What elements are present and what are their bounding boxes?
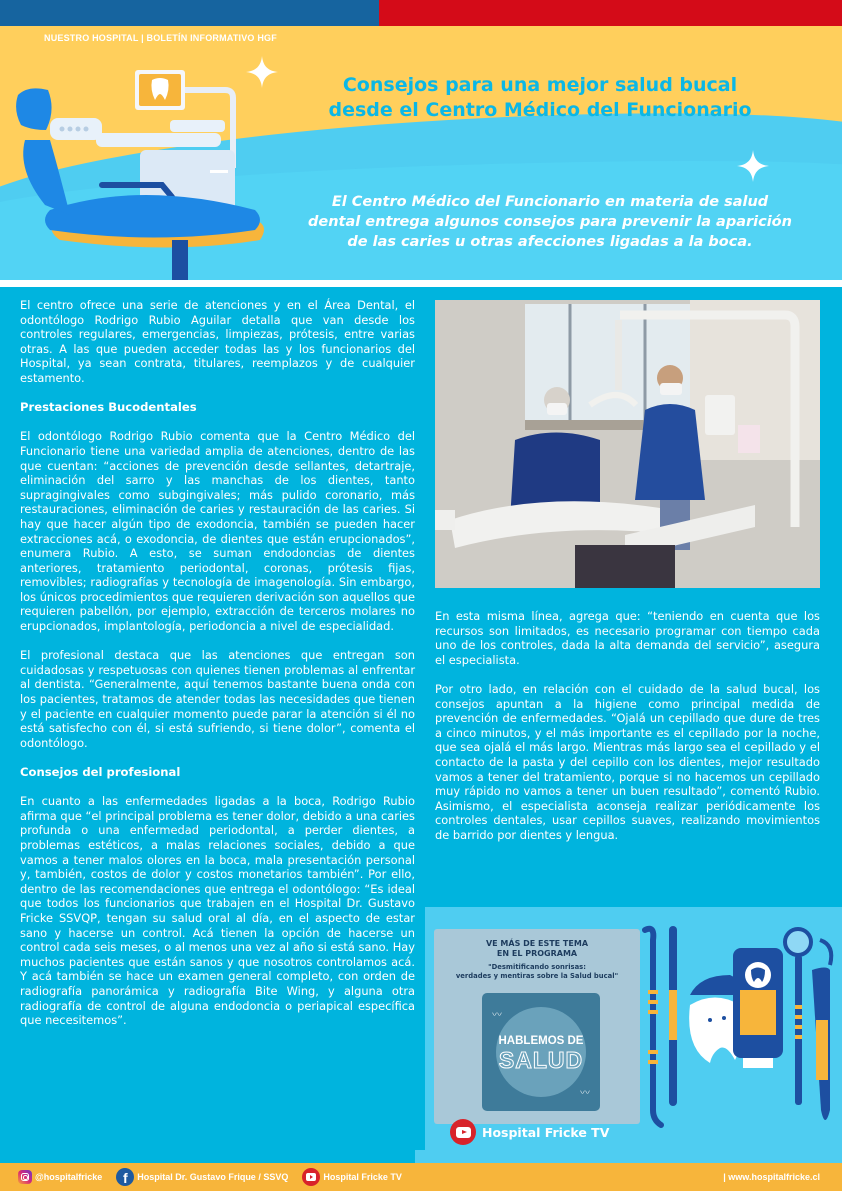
youtube-icon: [302, 1168, 320, 1186]
instagram-icon: [18, 1170, 32, 1184]
sparkle-icon: [737, 150, 769, 182]
program-promo-card[interactable]: [434, 929, 640, 1124]
youtube-channel-name: Hospital Fricke TV: [482, 1124, 610, 1140]
youtube-channel-link[interactable]: [450, 1119, 609, 1145]
dental-chair-icon: [0, 40, 280, 280]
paragraph: En cuanto a las enfermedades ligadas a la boca, Rodrigo Rubio afirma que “el principal problema es tener dolor, debido a una caries profunda o una enfermedad periodontal, a perder dientes, a problemas estéticos, a malas relaciones sociales, debido a que vamos a tener malos olores en la boca, mala presentación personal y, también, costos de dolor y costos monetarios también”. Por ello, dentro de las recomendaciones que entrega el odontólogo: “Es ideal que todos los funcionarios que trabajen en el Hospital Dr. Gustavo Fricke SSVQP, tengan su salud oral al día, en el aspecto de estar sano y hacerse un control. Acá tienen la opción de hacerse un control cada seis meses, o al menos una vez al año si está sano. Hay muchos pacientes que están sanos y que nosotros controlamos acá. Y acá también se hace un examen general completo, con orden de radiografía panorámica y radiografía Bite Wing, y alguna otra radiografía de control de alguna endodoncia o periapical específica que necesitemos”.: [20, 794, 415, 1028]
lead-line-1: El Centro Médico del Funcionario en materia de salud: [331, 194, 769, 210]
program-name-line-2: verdades y mentiras sobre la Salud bucal": [455, 971, 619, 980]
footer-strip: [0, 1150, 842, 1163]
article-lead: [270, 192, 830, 252]
section-heading: Consejos del profesional: [20, 765, 181, 779]
title-line-2: desde el Centro Médico del Funcionario: [328, 99, 752, 121]
right-column: [435, 609, 820, 857]
top-bar-blue: [0, 0, 379, 26]
top-color-bar: [0, 0, 842, 26]
top-bar-red: [379, 0, 842, 26]
footer-strip-left: [0, 1150, 415, 1163]
newsletter-kicker: NUESTRO HOSPITAL | BOLETÍN INFORMATIVO HGF: [44, 33, 277, 43]
instagram-link[interactable]: [18, 1170, 102, 1184]
divider: [0, 280, 842, 287]
facebook-link[interactable]: [116, 1168, 288, 1186]
wave-decoration-icon: 〰: [492, 1010, 502, 1021]
article-photo: [435, 300, 820, 588]
lead-line-2: dental entrega algunos consejos para prevenir la aparición: [308, 214, 792, 230]
program-name-line-1: "Desmitificando sonrisas:: [488, 963, 586, 971]
program-name: [434, 963, 640, 980]
youtube-link[interactable]: [302, 1168, 402, 1186]
paragraph: El centro ofrece una serie de atenciones y en el Área Dental, el odontólogo Rodrigo Rubio Aguilar detalla que van desde los controles regulares, emergencias, limpiezas, prótesis, entre varias otras. A las que pueden acceder todas las y los funcionarios del Hospital, ya sean contrata, titulares, reemplazos y de cualquier estamento.: [20, 298, 415, 385]
dental-tools-icon: [640, 920, 842, 1150]
article-body: [0, 287, 842, 1150]
instagram-handle: @hospitalfricke: [35, 1172, 103, 1182]
promo-heading: [434, 939, 640, 959]
article-title: [270, 73, 810, 123]
facebook-icon: f: [116, 1168, 134, 1186]
left-column: [20, 298, 415, 1042]
paragraph: En esta misma línea, agrega que: “teniendo en cuenta que los recursos son limitados, es necesario programar con tiempo cada uno de los controles, dada la alta demanda del servicio”, asegura el especialista.: [435, 609, 820, 667]
paragraph: El profesional destaca que las atenciones que entregan son cuidadosas y respetuosas con quienes tienen problemas al enfrentar al dentista. “Generalmente, aquí tenemos bastante buena onda con los pacientes, tratamos de atender todas las necesidades que tienen y el paciente en cualquier momento puede parar la atención si él no está satisfecho con él, si está sufriendo, si tiene dolor”, comenta el odontólogo.: [20, 648, 415, 750]
youtube-icon: [450, 1119, 476, 1145]
wave-decoration-icon: 〰: [580, 1088, 590, 1099]
paragraph: El odontólogo Rodrigo Rubio comenta que la Centro Médico del Funcionario tiene una variedad amplia de atenciones, dentro de las que cuentan: “acciones de prevención desde sellantes, detartraje, eliminación del sarro y las manchas de los dientes, tanto supragingivales como subgingivales; más pulido coronario, más restauraciones, eliminación de caries y restauración de las caries. Si hay que hacer algún tipo de exodoncia, también se pueden hacer extracciones acá, o exodoncia, de dientes que están erupcionados”, enumera Rubio. A esto, se suman endodoncias de dientes anteriores, tratamiento periodontal, coronas, prótesis fijas, removibles; radiografías y tecnología de imagenología. Sin embargo, los únicos procedimientos que requieren derivación son aquellos que requieren pabellón, por ejemplo, extracción de terceros molares no erupcionados, implantología, periodoncia a nivel de especialidad.: [20, 429, 415, 634]
youtube-channel: Hospital Fricke TV: [323, 1172, 402, 1182]
section-heading: Prestaciones Bucodentales: [20, 400, 197, 415]
title-line-1: Consejos para una mejor salud bucal: [342, 74, 738, 96]
facebook-page: Hospital Dr. Gustavo Frique / SSVQ: [137, 1172, 289, 1182]
footer-strip-right: [415, 1150, 842, 1163]
cover-title: HABLEMOS DE: [498, 1035, 584, 1047]
promo-heading-line-1: VE MÁS DE ESTE TEMA: [485, 939, 589, 948]
paragraph: Por otro lado, en relación con el cuidado de la salud bucal, los consejos apuntan a la higiene como principal medida de prevención de enfermedades. “Ojalá un cepillado que dure de tres a cinco minutos, y el más importante es el cepillado por la noche, que sea ojalá el más largo. Mientras más largo sea el cepillado y el contacto de la pasta y del cepillo con los dientes, mejor resultado vamos a tener del tratamiento, porque si no hacemos un cepillado muy rápido no vamos a tener un buen resultado”, comentó Rubio. Asimismo, el especialista aconseja realizar periódicamente los controles dentales, usar cepillos suaves, realizando movimientos de barrido por dientes y lengua.: [435, 681, 820, 842]
website-link[interactable]: | www.hospitalfricke.cl: [723, 1172, 820, 1182]
cover-title-outline: SALUD: [498, 1047, 584, 1073]
footer: [0, 1163, 842, 1191]
hero-banner: [0, 26, 842, 280]
podcast-cover[interactable]: [482, 993, 600, 1111]
promo-heading-line-2: EN EL PROGRAMA: [496, 949, 578, 958]
lead-line-3: de las caries u otras afecciones ligadas a la boca.: [347, 234, 753, 250]
